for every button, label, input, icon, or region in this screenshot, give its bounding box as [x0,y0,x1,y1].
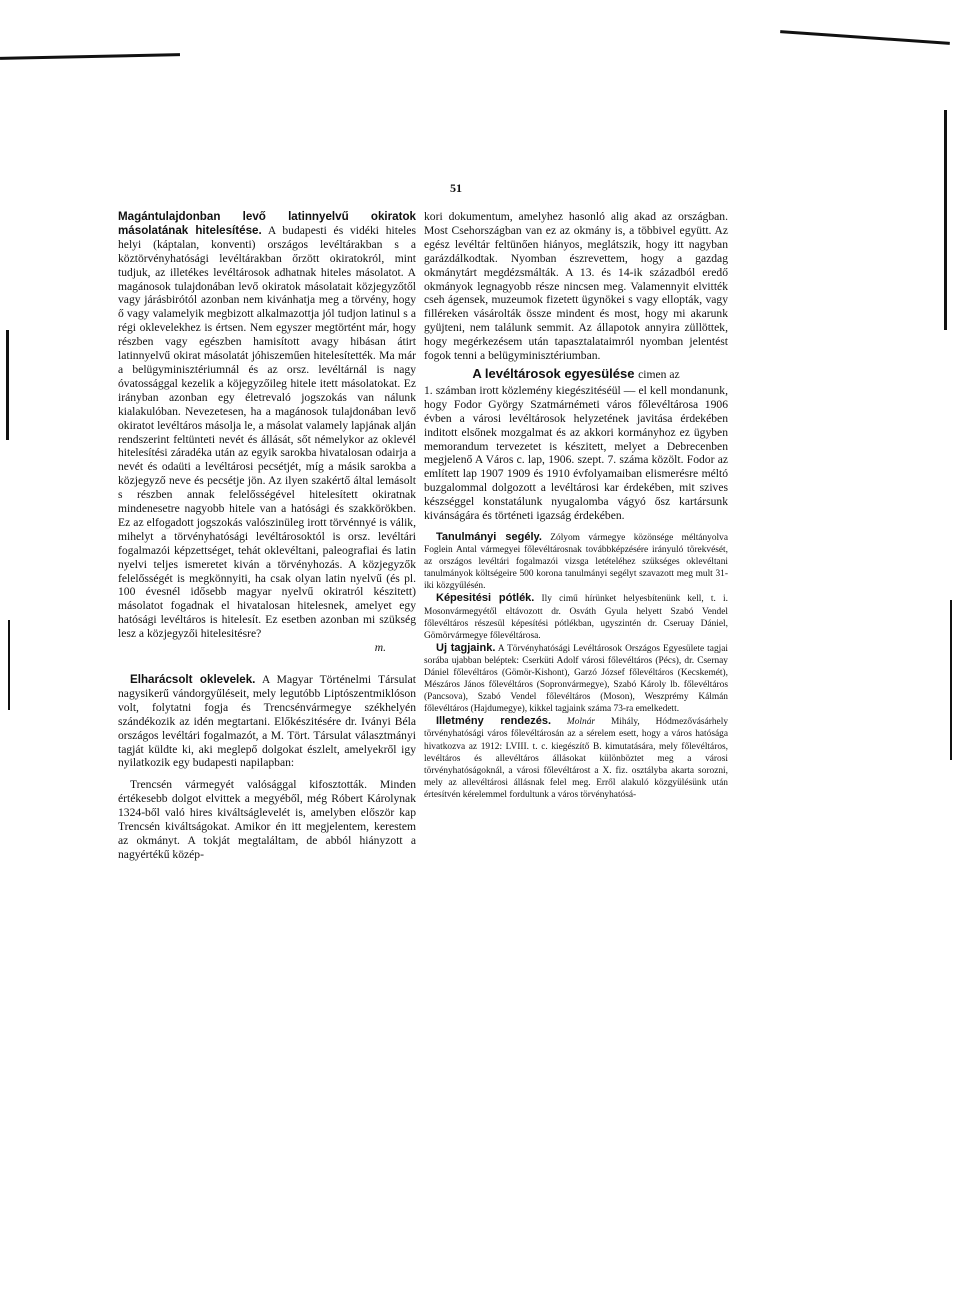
scan-edge-right [944,110,947,330]
page-number: 51 [450,181,462,195]
news-body: Mihály, Hódmezővásárhely törvényhatósági város főlevéltárosán az a sérelem esett, hogy a város hatósága hivatkozva az 1912: LVIII. t. c. kiegészítő B. kimutatására, mely főlevéltáros, levéltáros és allevéltáros állásokat különböztet meg a városi törvényhatóságoknál, a városi főlevéltárost a X. fiz. osztályba akarta sorozni, mely az allevéltárosi állásnak felel meg. Erről alakuló közgyülésünk után értesítvén kérelemmel fordultunk a város törvényhatósá- [424,717,729,800]
news-heading-name: Molnár [566,717,596,728]
news-body: Ily cimű hírünket helyesbítenünk kell, t. i. Mosonvármegyétől eltávozott dr. Osváth Gyula helyett Szabó Vendel főlevéltáros részesül képesítési pótlékban, ugyszintén dr. Cseruay Dániel, Gömörvármegye főlevéltárosa. [424,594,728,641]
article-title-text: A levéltárosok egyesülése [472,365,635,381]
news-heading: Képesitési pótlék. [436,592,535,605]
news-heading: Tanulmányi segély. [436,530,542,543]
news-body: A Törvényhatósági Levéltárosok Országos Egyesülete tagjai sorába ujabban beléptek: Cserküti Adolf városi főlevéltáros (Pécs), dr. Csernay Dániel főlevéltáros (Gömör-Kishont), Garzó József főlevéltáros (Kecskemét), Mészáros János főlevéltáros (Sopronvármegye), Szabó Károly lb. főlevéltáros (Pancsova), Szabó Vendel főlevéltáros (Moson), Weszprémy Kálmán főlevéltáros (Hajdumegye), kikkel tagjaink száma 73-ra emelkedett. [424,643,728,715]
article-body: 1. számban irott közlemény kiegészitéséül — el kell mondanunk, hogy Fodor György Szatmárnémeti város főlevéltárosa 1906 évben a városi levéltárosok helyzetének javitása érdekében inditott elsőnek mozgalmat és az akkori kormányhoz ez ügyben memorandum tervezetet is készitett, melyet a Debrecenben megjelenő A Város c. lap, 1906. szept. 7. száma közölt. Fodor az említett lap 1907 1909 és 1910 évfolyamaiban elismerésre méltó buzgalommal dolgozott a levéltárosi kar érdekében, mit szives készséggel konstatálunk nyugalomba vágyó ősz kartársunk kivánságára és történeti igazság érdekében. [424,383,728,523]
news-item [424,715,728,801]
news-item [424,642,728,716]
scan-edge-top [0,53,180,60]
scan-edge-left-2 [8,620,10,710]
article-body: A budapesti és vidéki hiteles helyi (káptalan, konventi) országos levéltárakban s a köztörvényhatósági levéltárakban őrzött okiratokról, mint tudjuk, az illetékes levéltárosok adhatnak hiteles másolatot. A magánosok tulajdonában levő okiratok másolatait közjegyzőtől vagy járásbirótól azonban nem kivánhatja meg a törvény, hogy ő vagy valamelyik megbizott alkalmazottja jól tudjon latinul s a régi oklevelekhez is értsen. Nem egyszer megtörtént már, hogy részben vagy egészben hamisított avagy hibásan átirt latinnyelvű okirat másolatát jóhiszeműen hitelesítették. Ma már a belügyminisztériumnál és az orsz. levéltárnál is nagy óvatossággal kezelik a köjegyzőileg hitele itett másolatokat. Ez irányban azonban egy életrevaló jogszokás van nálunk kialakulóban. Nevezetesen, ha a magánosok tulajdonában levő okiratot levéltáros másolja le, a másolat valamely lapjának alján rendszerint feltünteti nevét és állását, sőt némelykor az oklevél hitelesítési záradéka után az egyik sarokba hivatalosan odairja a nevét és odaüti a levéltárosi pecsétjét, míg a másik sarokba a közjegyző neve és pecsétje jön. Az ilyen szakértő által lemásolt s részben annak felelősségével hitelesített okiratnak mindenesetre nagyobb hitele van a hatósági és szakkörökben. Ez az elfogadott jogszokás valószinüleg irott törvénnyé is válik, mihelyt a törvényhatósági levéltárosoktól is orsz. levéltári fogalmazói képzettséget, tehát oklevéltani, paleografiai és latin nyelvi teljes ismeretet kiván a törvényhozás. A közjegyzők felelősségét is megkönnyiti, ha csak olyan latin nyelvű (és pl. 100 évesnél idősebb magyar nyelvű okiratról készitett) másolatot fogadnak el hivatalosan hitelesnek, amelyet egy hatósági levéltáros is hitelesít. Ez esetben azonban mi szükség lesz a közjegyzői hitelesitésre? [118,223,416,641]
article-heading: Magántulajdonban levő latinnyelvű okiratok másolatának hitelesítése. [118,210,416,237]
scan-edge-top-right [780,30,950,45]
quote-paragraph: Trencsén vármegyét valósággal kifosztották. Minden értékesebb dolgot elvittek a megyéből, még Róbert Károlynak 1324-ből való hires kiváltságlevelét is, amelyben először kap Trencsén kiváltságokat. Amikor én itt megjelentem, kerestem az okmányt. A tokját megtaláltam, de abból hiányzott a nagyértékű közép- [118,778,416,861]
news-body: Zólyom vármegye közönsége méltányolva Foglein Antal vármegyei főlevéltárosnak továbbképzésére irányuló törekvését, az országos levéltári fogalmazói vizsga letételéhez szükséges oklevéltani tanulmányok költségeire 500 korona tanulmányi segélyt szavazott meg mult 31-iki közgyűlésén. [424,532,728,592]
scan-edge-left [6,330,9,440]
article-misc-2 [118,673,416,770]
left-column [118,210,416,862]
article-signature: m. [374,641,386,655]
article-title-rest: cimen az [638,367,680,381]
right-column [424,210,728,801]
article-heading: Elharácsolt oklevelek. [130,673,256,686]
continued-paragraph: kori dokumentum, amelyhez hasonló alig akad az országban. Most Csehországban van ez az okmány is, a többivel együtt. Az egész levéltár feltünően hiányos, meglátszik, hogy itt nagyban garázdálkodtak. Nyomban észrevettem, hogy a gazdag okmánytárt megdézsmálták. A 13. és 14-ik századból eredő okmányok legnagyobb része nincsen meg. Valamennyit elvitték cseh ágensek, muzeumok fizetett ügynökei s vagy ellopták, vagy filléreken vásárolták össze mindent és most, hogy mi akarunk gyüjteni, nem találunk semmit. Az állapotok annyira züllöttek, hogy megérkezésem után tapasztalataimról nyomban jelentést fogok tenni a belügyminisztériumban. [424,210,728,363]
news-heading: Illetmény rendezés. [436,715,552,728]
news-section [424,531,728,801]
news-heading: Uj tagjaink. [436,641,496,654]
article-misc-1 [118,210,416,641]
article-title [424,367,728,382]
scan-edge-right-2 [950,600,952,760]
news-item [424,592,728,641]
article-body: A Magyar Történelmi Társulat nagysikerű vándorgyűléseit, mely legutóbb Liptószentmiklóson volt, folytatni fogja és Trencsénvármegye székhelyén szándékozik az idén megtartani. Előkészitésére dr. Iványi Béla országos levéltári fogalmazót, a M. Tört. Társulat választmányi tagját küldte ki, aki meglepő dolgokat észlelt, amelyekről igy nyilatkozik egy budapesti napilapban: [118,673,416,770]
news-item [424,531,728,592]
